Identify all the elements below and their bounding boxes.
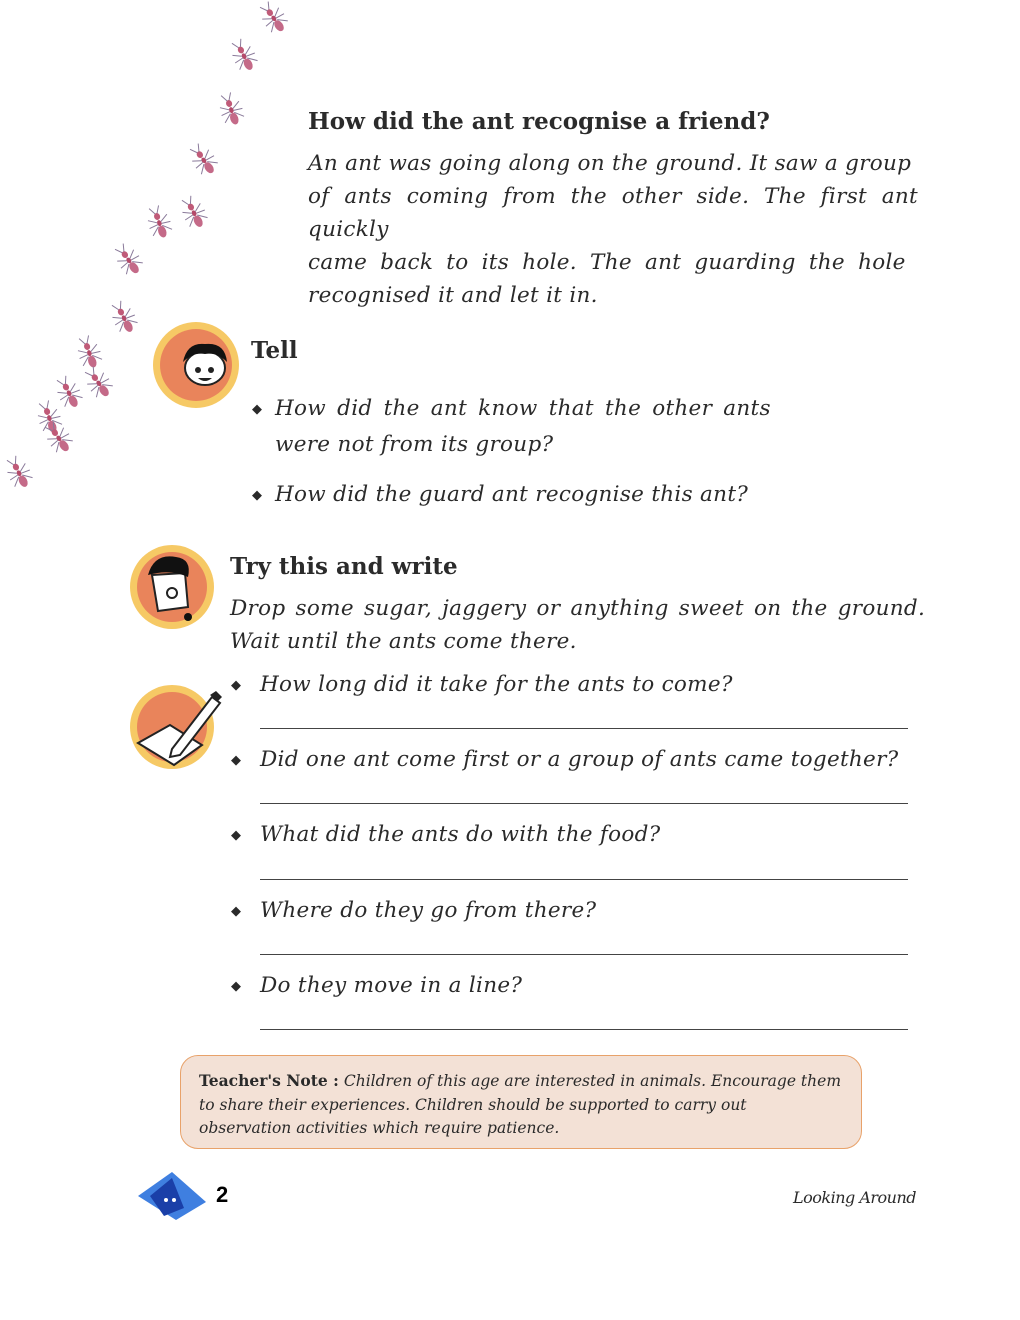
bullet-icon: ◆ <box>252 402 262 417</box>
page-number: 2 <box>216 1182 229 1207</box>
answer-line[interactable] <box>260 803 908 804</box>
boy-looking-icon <box>130 545 214 629</box>
try-intro: Wait until the ants come there. <box>230 629 577 654</box>
tell-question: How did the ant know that the other ants <box>275 396 771 421</box>
ant-icon <box>52 373 86 412</box>
teachers-note-label: Teacher's Note : <box>199 1071 339 1090</box>
page-corner-logo-icon <box>132 1168 212 1224</box>
ant-icon <box>215 90 246 127</box>
boy-face-icon <box>153 322 239 408</box>
try-question: What did the ants do with the food? <box>260 822 661 847</box>
tell-question: were not from its group? <box>275 432 554 457</box>
section-heading: How did the ant recognise a friend? <box>308 108 770 135</box>
tell-heading: Tell <box>251 337 298 364</box>
try-intro: Drop some sugar, jaggery or anything sweet on the ground. <box>230 596 926 621</box>
ant-icon <box>73 333 104 370</box>
bullet-icon: ◆ <box>252 488 262 503</box>
book-title: Looking Around <box>793 1188 917 1207</box>
bullet-icon: ◆ <box>231 828 241 843</box>
tell-question: How did the guard ant recognise this ant? <box>275 482 749 507</box>
answer-line[interactable] <box>260 728 908 729</box>
ant-icon <box>185 140 221 179</box>
bullet-icon: ◆ <box>231 678 241 693</box>
try-question: How long did it take for the ants to come? <box>260 672 733 697</box>
paragraph-line: came back to its hole. The ant guarding the hole <box>308 250 906 275</box>
answer-line[interactable] <box>260 879 908 880</box>
bullet-icon: ◆ <box>231 904 241 919</box>
teachers-note-text: Children of this age are interested in animals. Encourage them to share their experiences. Children should be supported to carry out observation activities which require patience. <box>199 1072 842 1137</box>
try-question: Do they move in a line? <box>260 973 523 998</box>
ant-icon <box>2 453 36 492</box>
ant-icon <box>33 398 64 435</box>
paragraph-line: recognised it and let it in. <box>308 283 598 308</box>
bullet-icon: ◆ <box>231 753 241 768</box>
ant-icon <box>107 298 141 337</box>
bullet-icon: ◆ <box>231 979 241 994</box>
ant-icon <box>255 0 291 37</box>
ant-icon <box>40 418 76 457</box>
ant-trail-illustration <box>0 0 310 510</box>
teachers-note-box <box>180 1055 862 1149</box>
ant-icon <box>227 36 261 75</box>
try-question: Did one ant come first or a group of ants came together? <box>260 747 899 772</box>
answer-line[interactable] <box>260 954 908 955</box>
pencil-paper-icon <box>130 685 214 769</box>
answer-line[interactable] <box>260 1029 908 1030</box>
paragraph-line: An ant was going along on the ground. It saw a group <box>308 151 912 176</box>
try-heading: Try this and write <box>230 553 458 580</box>
ant-icon <box>110 240 146 279</box>
try-question: Where do they go from there? <box>260 898 597 923</box>
ant-icon <box>177 193 211 232</box>
ant-icon <box>80 363 116 402</box>
ant-icon <box>143 203 174 240</box>
paragraph-line: of ants coming from the other side. The first ant quickly <box>308 184 918 242</box>
